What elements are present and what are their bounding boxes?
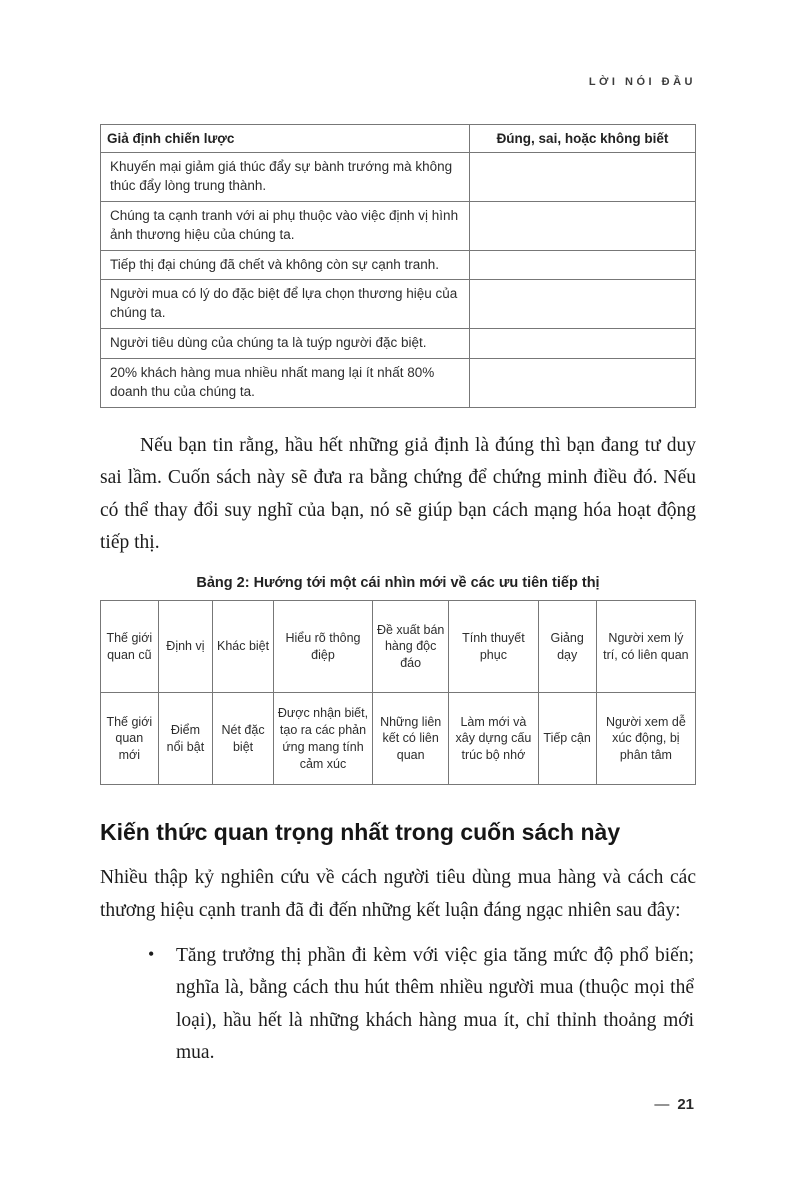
bullet-text: Tăng trưởng thị phần đi kèm với việc gia tăng mức độ phổ biến; nghĩa là, bằng cách thu hút thêm nhiều người mua (thuộc mọi thể loại), hầu hết là những khách hàng mua ít, chỉ thỉnh thoảng mới mua.	[176, 945, 694, 1064]
table-header-row	[101, 125, 696, 153]
marketing-priorities-table	[100, 600, 696, 785]
assumption-cell: Chúng ta cạnh tranh với ai phụ thuộc vào việc định vị hình ảnh thương hiệu của chúng ta.	[101, 201, 470, 250]
body-paragraph: Nếu bạn tin rằng, hầu hết những giả định là đúng thì bạn đang tư duy sai lầm. Cuốn sách này sẽ đưa ra bằng chứng để chứng minh điều đó. Nếu có thể thay đổi suy nghĩ của bạn, nó sẽ giúp bạn cách mạng hóa hoạt động tiếp thị.	[100, 434, 696, 553]
answer-cell	[469, 280, 695, 329]
table-cell: Giảng dạy	[538, 601, 596, 693]
answer-cell	[469, 250, 695, 280]
running-head: LỜI NÓI ĐẦU	[588, 76, 696, 88]
old-worldview-row	[101, 601, 696, 693]
page-number-dash: —	[654, 1096, 670, 1113]
table-cell: Thế giới quan cũ	[101, 601, 159, 693]
table2-caption: Bảng 2: Hướng tới một cái nhìn mới về các ưu tiên tiếp thị	[196, 575, 600, 592]
table-cell: Định vị	[158, 601, 213, 693]
table-row	[101, 280, 696, 329]
table-cell: Những liên kết có liên quan	[373, 693, 449, 785]
page-number	[654, 1096, 694, 1113]
answer-cell	[469, 359, 695, 408]
table-row	[101, 201, 696, 250]
table-cell: Điểm nổi bật	[158, 693, 213, 785]
answer-cell	[469, 153, 695, 202]
table-row	[101, 153, 696, 202]
table-row	[101, 359, 696, 408]
bullet-list	[100, 940, 696, 1069]
answer-cell	[469, 329, 695, 359]
assumption-cell: 20% khách hàng mua nhiều nhất mang lại ít nhất 80% doanh thu của chúng ta.	[101, 359, 470, 408]
table-cell: Người xem dễ xúc động, bị phân tâm	[596, 693, 695, 785]
table-cell: Tính thuyết phục	[449, 601, 538, 693]
table-cell: Tiếp cận	[538, 693, 596, 785]
answer-cell	[469, 201, 695, 250]
table-cell: Đề xuất bán hàng độc đáo	[373, 601, 449, 693]
table-cell: Nét đặc biệt	[213, 693, 274, 785]
assumption-cell: Người tiêu dùng của chúng ta là tuýp người đặc biệt.	[101, 329, 470, 359]
column-header-assumption: Giả định chiến lược	[101, 125, 470, 153]
assumption-cell: Người mua có lý do đặc biệt để lựa chọn thương hiệu của chúng ta.	[101, 280, 470, 329]
bullet-icon: •	[148, 944, 155, 965]
table-cell: Thế giới quan mới	[101, 693, 159, 785]
strategic-assumptions-table	[100, 124, 696, 408]
table-row	[101, 250, 696, 280]
assumption-cell: Khuyến mại giảm giá thúc đẩy sự bành trướng mà không thúc đẩy lòng trung thành.	[101, 153, 470, 202]
assumption-cell: Tiếp thị đại chúng đã chết và không còn sự cạnh tranh.	[101, 250, 470, 280]
table-cell: Được nhận biết, tạo ra các phản ứng mang tính cảm xúc	[273, 693, 372, 785]
new-worldview-row	[101, 693, 696, 785]
body-paragraph: Nhiều thập kỷ nghiên cứu về cách người tiêu dùng mua hàng và cách các thương hiệu cạnh tranh đã đi đến những kết luận đáng ngạc nhiên sau đây:	[100, 867, 696, 921]
table-cell: Khác biệt	[213, 601, 274, 693]
column-header-answer: Đúng, sai, hoặc không biết	[469, 125, 695, 153]
table-cell: Người xem lý trí, có liên quan	[596, 601, 695, 693]
table-cell: Hiểu rõ thông điệp	[273, 601, 372, 693]
page-number-value: 21	[677, 1096, 694, 1113]
list-item	[100, 940, 696, 1069]
table-cell: Làm mới và xây dựng cấu trúc bộ nhớ	[449, 693, 538, 785]
section-heading: Kiến thức quan trọng nhất trong cuốn sách này	[100, 819, 621, 846]
table-row	[101, 329, 696, 359]
